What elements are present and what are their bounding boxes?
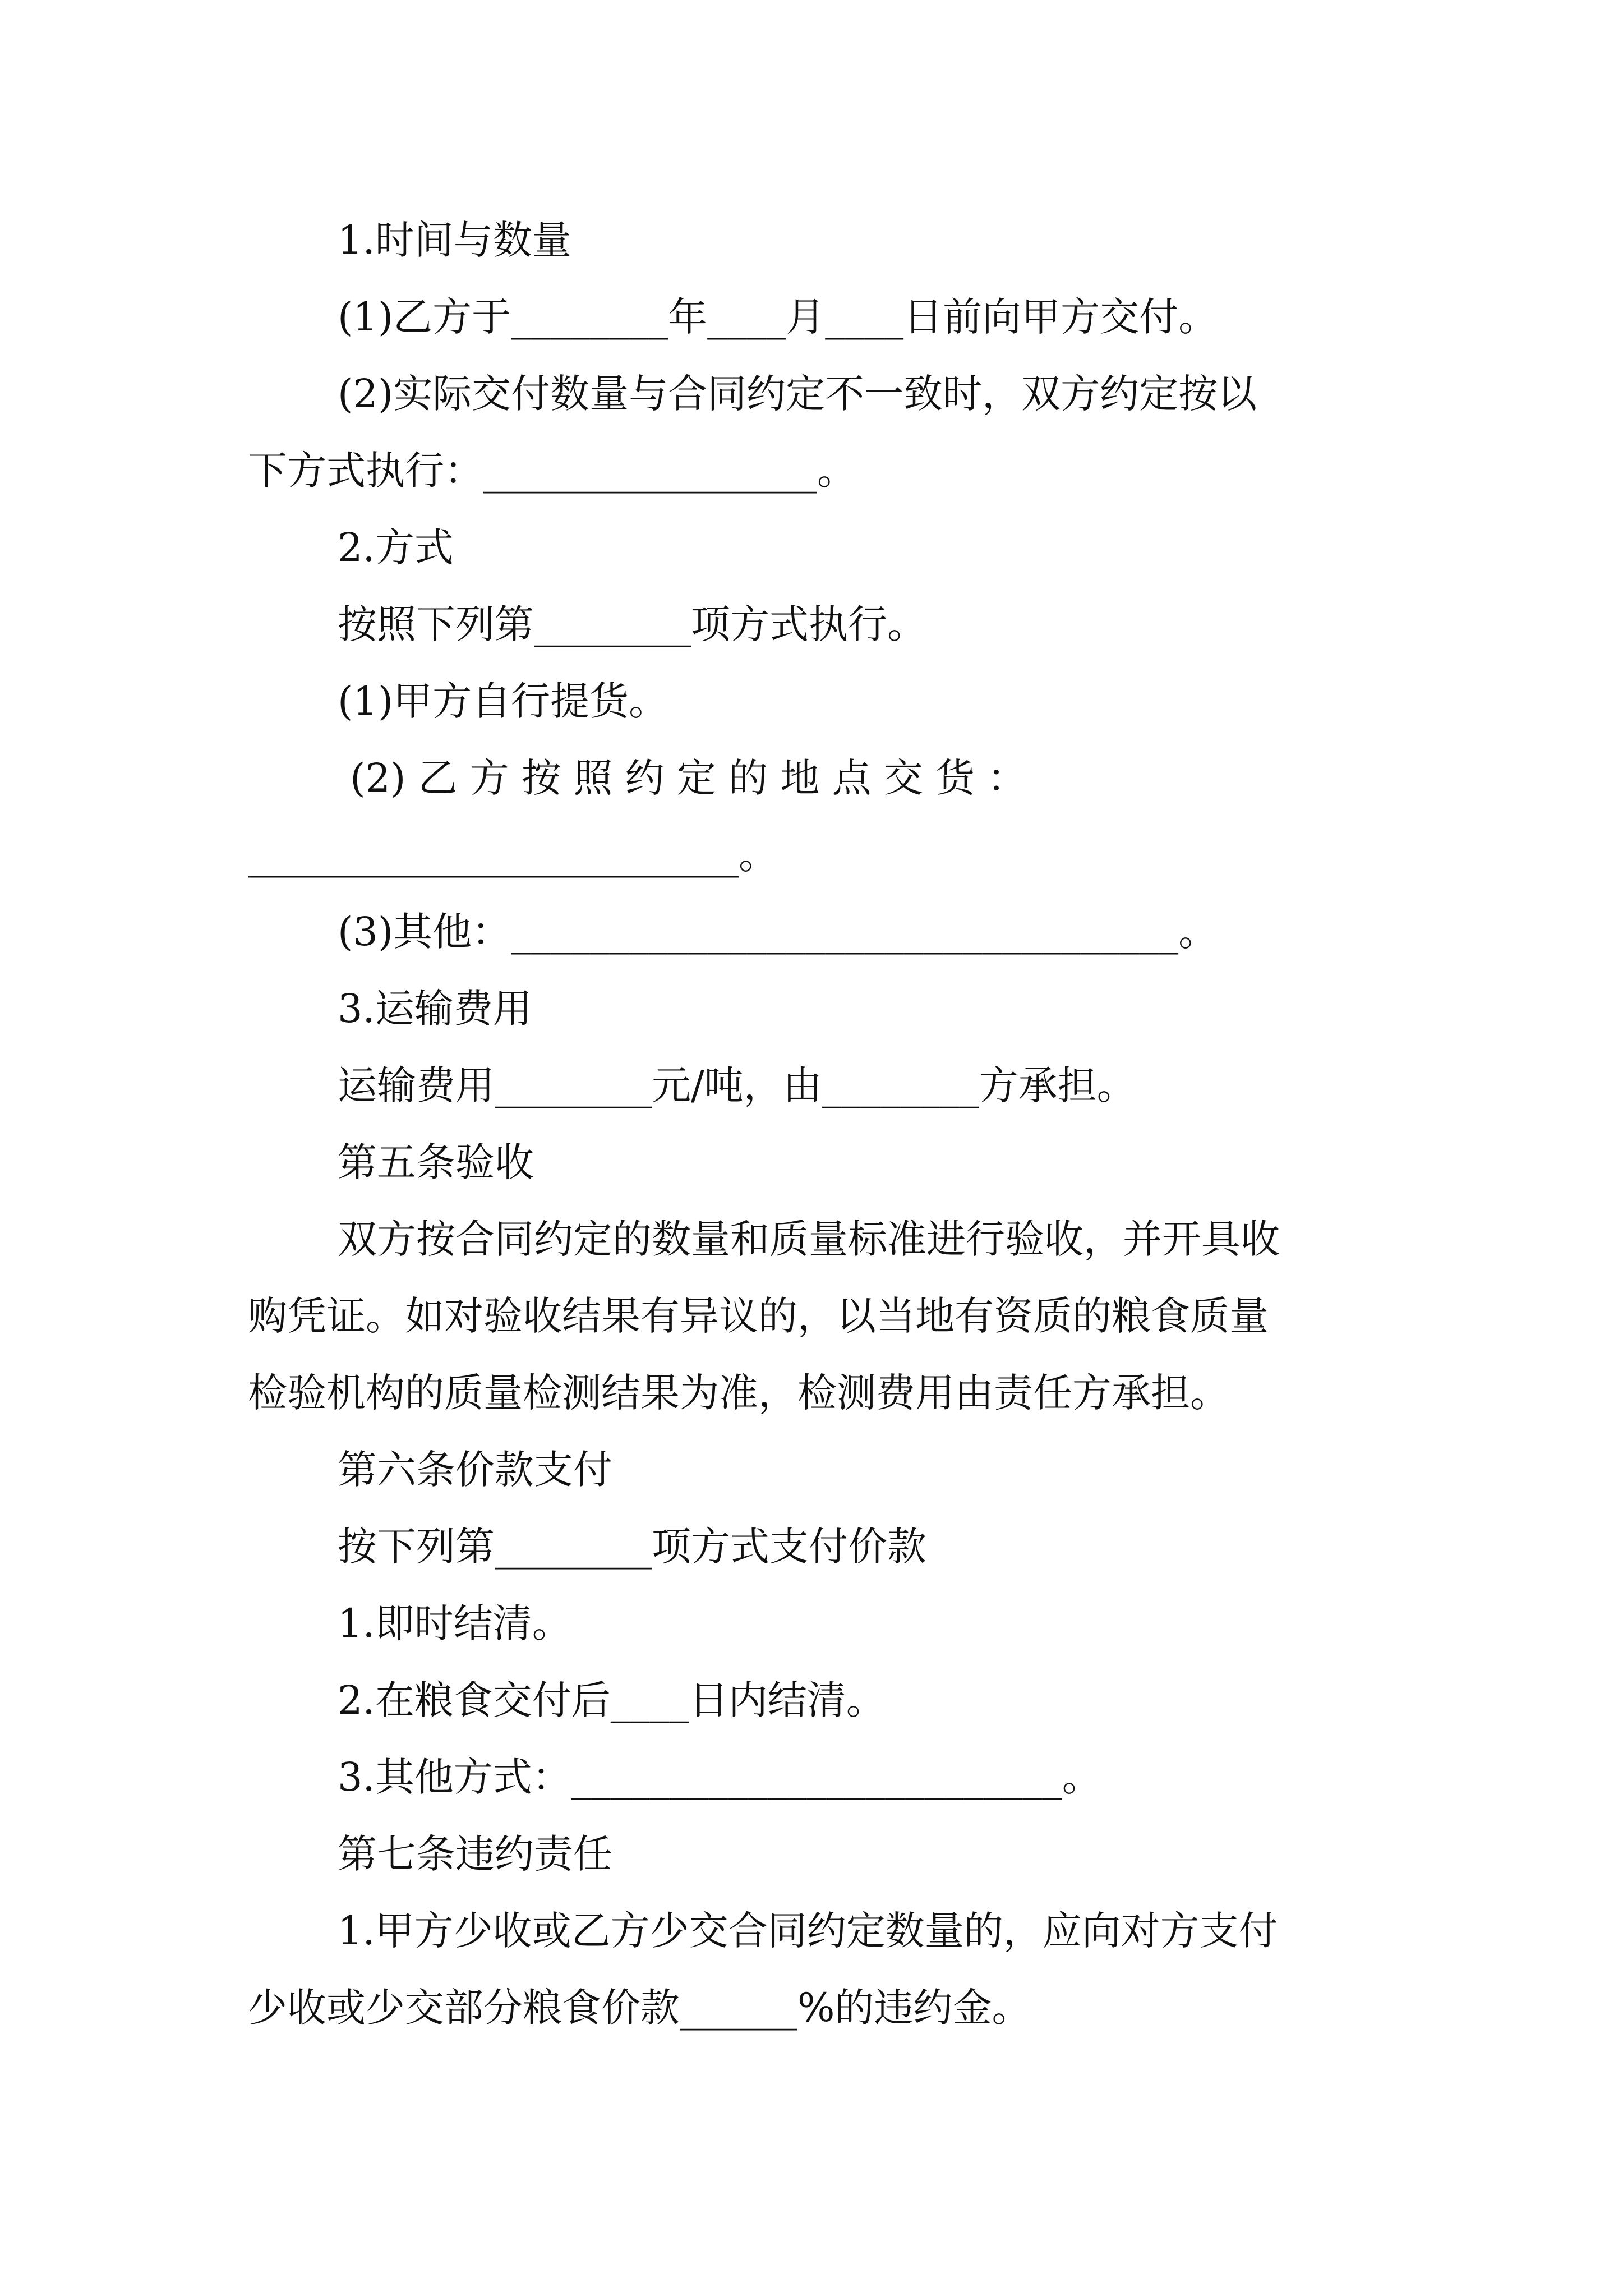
clause-quantity-mismatch: (2)实际交付数量与合同约定不一致时，双方约定按以	[338, 371, 1257, 417]
article-seven-clause-1: 1.甲方少收或乙方少交合同约定数量的，应向对方支付	[338, 1908, 1278, 1954]
article-seven-title: 第七条违约责任	[338, 1831, 612, 1877]
option-delivery-location: (2) 乙 方 按 照 约 定 的 地 点 交 货 ：	[338, 755, 1027, 801]
heading-transport-cost: 3.运输费用	[338, 986, 532, 1032]
article-seven-clause-1-cont: 少收或少交部分粮食价款______%的违约金。	[248, 1985, 1031, 2031]
article-five-body-3: 检验机构的质量检测结果为准，检测费用由责任方承担。	[248, 1370, 1229, 1416]
article-five-body-2: 购凭证。如对验收结果有异议的，以当地有资质的粮食质量	[248, 1293, 1269, 1339]
clause-delivery-date: (1)乙方于________年____月____日前向甲方交付。	[338, 294, 1218, 340]
article-six-title: 第六条价款支付	[338, 1447, 612, 1493]
document-page	[248, 202, 1392, 2046]
article-six-choice: 按下列第________项方式支付价款	[338, 1524, 926, 1570]
payment-option-immediate: 1.即时结清。	[338, 1600, 571, 1646]
clause-quantity-mismatch-cont: 下方式执行：_________________。	[248, 448, 856, 494]
payment-option-other: 3.其他方式：_________________________。	[338, 1754, 1101, 1800]
option-self-pickup: (1)甲方自行提货。	[338, 678, 668, 724]
heading-time-quantity: 1.时间与数量	[338, 217, 571, 263]
article-five-body-1: 双方按合同约定的数量和质量标准进行验收，并开具收	[338, 1216, 1280, 1262]
clause-transport-cost: 运输费用________元/吨，由________方承担。	[338, 1062, 1136, 1108]
article-five-title: 第五条验收	[338, 1139, 534, 1185]
option-delivery-location-blank: _________________________。	[248, 832, 778, 878]
payment-option-days: 2.在粮食交付后____日内结清。	[338, 1677, 886, 1723]
clause-method-choice: 按照下列第________项方式执行。	[338, 601, 926, 647]
heading-method: 2.方式	[338, 524, 454, 570]
option-other: (3)其他：__________________________________。	[338, 909, 1218, 955]
